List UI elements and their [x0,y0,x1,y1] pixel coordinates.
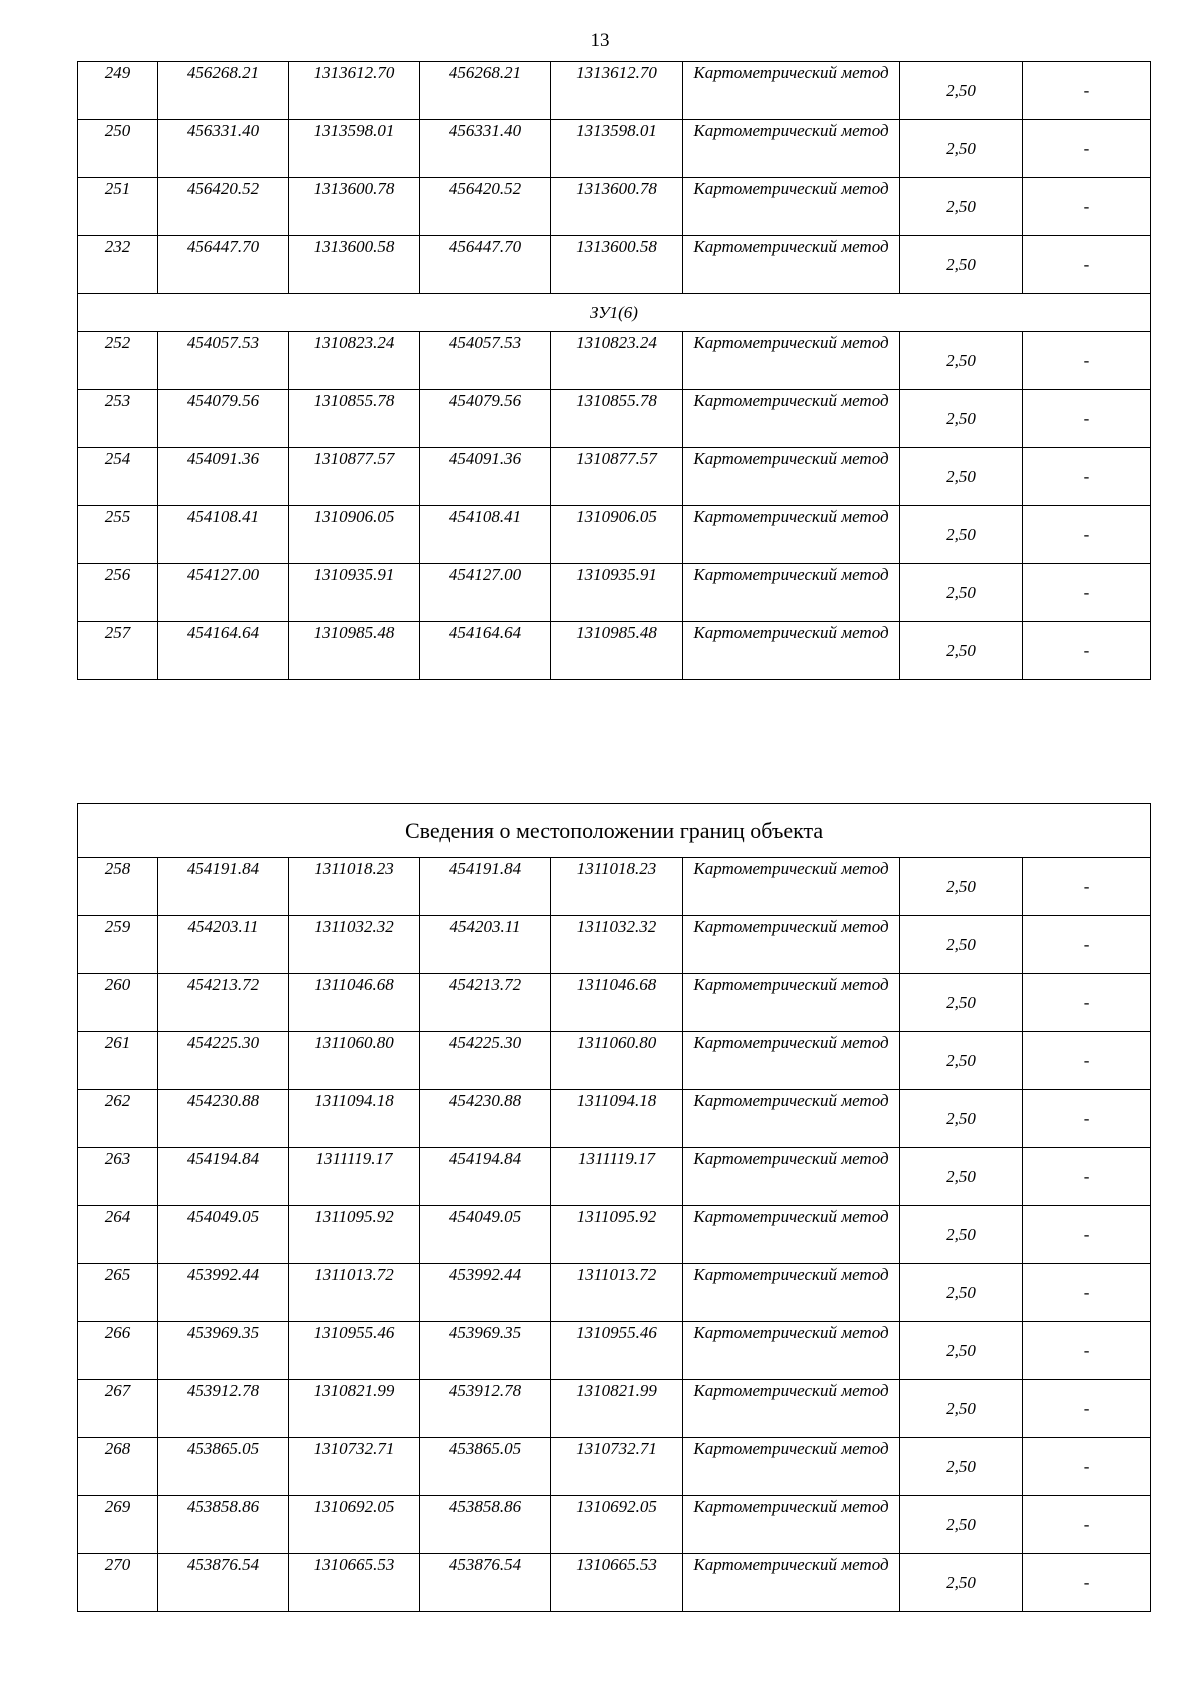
y-coordinate-cell: 1313600.58 [551,236,683,294]
x-coordinate-cell: 454164.64 [158,622,289,680]
table-row [78,1206,1151,1264]
y-coordinate-cell: 1310955.46 [289,1322,420,1380]
y-coordinate-cell: 1310906.05 [289,506,420,564]
x-coordinate-cell: 454108.41 [158,506,289,564]
x-coordinate-cell: 454225.30 [158,1032,289,1090]
y-coordinate-cell: 1310732.71 [289,1438,420,1496]
x-coordinate-cell: 454194.84 [158,1148,289,1206]
y-coordinate-cell: 1310877.57 [289,448,420,506]
note-cell: - [1023,1322,1151,1380]
x-coordinate-cell: 454213.72 [420,974,551,1032]
y-coordinate-cell: 1310877.57 [551,448,683,506]
method-cell: Картометрический метод [683,974,900,1032]
section-label: ЗУ1(6) [78,294,1151,332]
accuracy-cell: 2,50 [900,622,1023,680]
x-coordinate-cell: 454079.56 [420,390,551,448]
table-row [78,916,1151,974]
y-coordinate-cell: 1311032.32 [289,916,420,974]
note-cell: - [1023,390,1151,448]
y-coordinate-cell: 1313600.78 [551,178,683,236]
y-coordinate-cell: 1313600.58 [289,236,420,294]
method-cell: Картометрический метод [683,1090,900,1148]
point-number-cell: 258 [78,858,158,916]
note-cell: - [1023,1438,1151,1496]
table-row [78,506,1151,564]
point-number-cell: 250 [78,120,158,178]
y-coordinate-cell: 1311095.92 [551,1206,683,1264]
accuracy-cell: 2,50 [900,332,1023,390]
x-coordinate-cell: 453865.05 [158,1438,289,1496]
x-coordinate-cell: 454230.88 [158,1090,289,1148]
note-cell: - [1023,1264,1151,1322]
note-cell: - [1023,506,1151,564]
note-cell: - [1023,858,1151,916]
point-number-cell: 262 [78,1090,158,1148]
accuracy-cell: 2,50 [900,916,1023,974]
x-coordinate-cell: 454091.36 [158,448,289,506]
page-number: 13 [590,30,610,51]
x-coordinate-cell: 456447.70 [158,236,289,294]
point-number-cell: 257 [78,622,158,680]
y-coordinate-cell: 1310692.05 [289,1496,420,1554]
table-row [78,858,1151,916]
y-coordinate-cell: 1311032.32 [551,916,683,974]
accuracy-cell: 2,50 [900,1438,1023,1496]
x-coordinate-cell: 454230.88 [420,1090,551,1148]
note-cell: - [1023,1206,1151,1264]
y-coordinate-cell: 1311018.23 [551,858,683,916]
table-row [78,1496,1151,1554]
point-number-cell: 255 [78,506,158,564]
accuracy-cell: 2,50 [900,236,1023,294]
note-cell: - [1023,1380,1151,1438]
note-cell: - [1023,120,1151,178]
note-cell: - [1023,236,1151,294]
x-coordinate-cell: 453865.05 [420,1438,551,1496]
table-row [78,1148,1151,1206]
note-cell: - [1023,1148,1151,1206]
x-coordinate-cell: 453992.44 [158,1264,289,1322]
accuracy-cell: 2,50 [900,506,1023,564]
note-cell: - [1023,1496,1151,1554]
x-coordinate-cell: 454057.53 [158,332,289,390]
point-number-cell: 263 [78,1148,158,1206]
accuracy-cell: 2,50 [900,178,1023,236]
accuracy-cell: 2,50 [900,1322,1023,1380]
method-cell: Картометрический метод [683,916,900,974]
note-cell: - [1023,564,1151,622]
x-coordinate-cell: 456268.21 [420,62,551,120]
section-header-row [78,294,1151,332]
y-coordinate-cell: 1310985.48 [289,622,420,680]
y-coordinate-cell: 1311013.72 [289,1264,420,1322]
x-coordinate-cell: 453912.78 [420,1380,551,1438]
table-row [78,390,1151,448]
note-cell: - [1023,178,1151,236]
x-coordinate-cell: 454079.56 [158,390,289,448]
y-coordinate-cell: 1311119.17 [289,1148,420,1206]
y-coordinate-cell: 1310823.24 [551,332,683,390]
method-cell: Картометрический метод [683,178,900,236]
y-coordinate-cell: 1311018.23 [289,858,420,916]
table-row [78,1032,1151,1090]
x-coordinate-cell: 454057.53 [420,332,551,390]
x-coordinate-cell: 453969.35 [420,1322,551,1380]
x-coordinate-cell: 454091.36 [420,448,551,506]
table-row [78,1322,1151,1380]
note-cell: - [1023,448,1151,506]
method-cell: Картометрический метод [683,448,900,506]
y-coordinate-cell: 1311013.72 [551,1264,683,1322]
accuracy-cell: 2,50 [900,62,1023,120]
point-number-cell: 270 [78,1554,158,1612]
accuracy-cell: 2,50 [900,1032,1023,1090]
point-number-cell: 261 [78,1032,158,1090]
y-coordinate-cell: 1311060.80 [551,1032,683,1090]
table-row [78,332,1151,390]
x-coordinate-cell: 456331.40 [420,120,551,178]
y-coordinate-cell: 1311094.18 [551,1090,683,1148]
accuracy-cell: 2,50 [900,1380,1023,1438]
accuracy-cell: 2,50 [900,1206,1023,1264]
x-coordinate-cell: 454213.72 [158,974,289,1032]
accuracy-cell: 2,50 [900,564,1023,622]
x-coordinate-cell: 454203.11 [420,916,551,974]
method-cell: Картометрический метод [683,120,900,178]
y-coordinate-cell: 1310985.48 [551,622,683,680]
point-number-cell: 268 [78,1438,158,1496]
table-row [78,974,1151,1032]
x-coordinate-cell: 454203.11 [158,916,289,974]
method-cell: Картометрический метод [683,332,900,390]
point-number-cell: 260 [78,974,158,1032]
x-coordinate-cell: 453912.78 [158,1380,289,1438]
x-coordinate-cell: 454225.30 [420,1032,551,1090]
y-coordinate-cell: 1310935.91 [289,564,420,622]
method-cell: Картометрический метод [683,1322,900,1380]
method-cell: Картометрический метод [683,1264,900,1322]
y-coordinate-cell: 1310823.24 [289,332,420,390]
x-coordinate-cell: 454108.41 [420,506,551,564]
y-coordinate-cell: 1310821.99 [551,1380,683,1438]
table-row [78,120,1151,178]
accuracy-cell: 2,50 [900,448,1023,506]
table-row [78,62,1151,120]
accuracy-cell: 2,50 [900,974,1023,1032]
table-row [78,1380,1151,1438]
x-coordinate-cell: 454191.84 [420,858,551,916]
method-cell: Картометрический метод [683,858,900,916]
table-row [78,236,1151,294]
method-cell: Картометрический метод [683,1554,900,1612]
table-row [78,1554,1151,1612]
x-coordinate-cell: 454164.64 [420,622,551,680]
method-cell: Картометрический метод [683,1032,900,1090]
x-coordinate-cell: 453858.86 [158,1496,289,1554]
accuracy-cell: 2,50 [900,1148,1023,1206]
accuracy-cell: 2,50 [900,120,1023,178]
note-cell: - [1023,1090,1151,1148]
note-cell: - [1023,332,1151,390]
x-coordinate-cell: 454049.05 [420,1206,551,1264]
accuracy-cell: 2,50 [900,390,1023,448]
y-coordinate-cell: 1310692.05 [551,1496,683,1554]
table-row [78,1438,1151,1496]
method-cell: Картометрический метод [683,622,900,680]
y-coordinate-cell: 1313598.01 [289,120,420,178]
table-row [78,448,1151,506]
point-number-cell: 254 [78,448,158,506]
table-row [78,1090,1151,1148]
note-cell: - [1023,622,1151,680]
table-row [78,178,1151,236]
x-coordinate-cell: 454191.84 [158,858,289,916]
method-cell: Картометрический метод [683,62,900,120]
accuracy-cell: 2,50 [900,1554,1023,1612]
y-coordinate-cell: 1311094.18 [289,1090,420,1148]
point-number-cell: 256 [78,564,158,622]
method-cell: Картометрический метод [683,1206,900,1264]
point-number-cell: 266 [78,1322,158,1380]
x-coordinate-cell: 453969.35 [158,1322,289,1380]
note-cell: - [1023,974,1151,1032]
point-number-cell: 264 [78,1206,158,1264]
method-cell: Картометрический метод [683,236,900,294]
method-cell: Картометрический метод [683,1148,900,1206]
y-coordinate-cell: 1310955.46 [551,1322,683,1380]
point-number-cell: 265 [78,1264,158,1322]
note-cell: - [1023,916,1151,974]
method-cell: Картометрический метод [683,390,900,448]
point-number-cell: 252 [78,332,158,390]
method-cell: Картометрический метод [683,1438,900,1496]
x-coordinate-cell: 453858.86 [420,1496,551,1554]
accuracy-cell: 2,50 [900,1496,1023,1554]
accuracy-cell: 2,50 [900,858,1023,916]
y-coordinate-cell: 1311095.92 [289,1206,420,1264]
point-number-cell: 249 [78,62,158,120]
y-coordinate-cell: 1311119.17 [551,1148,683,1206]
y-coordinate-cell: 1310935.91 [551,564,683,622]
accuracy-cell: 2,50 [900,1264,1023,1322]
x-coordinate-cell: 456420.52 [420,178,551,236]
table-row [78,564,1151,622]
x-coordinate-cell: 456268.21 [158,62,289,120]
note-cell: - [1023,62,1151,120]
x-coordinate-cell: 453876.54 [420,1554,551,1612]
x-coordinate-cell: 456331.40 [158,120,289,178]
x-coordinate-cell: 454194.84 [420,1148,551,1206]
point-number-cell: 232 [78,236,158,294]
y-coordinate-cell: 1310665.53 [289,1554,420,1612]
coordinates-table-continued [77,61,1151,680]
x-coordinate-cell: 454049.05 [158,1206,289,1264]
point-number-cell: 267 [78,1380,158,1438]
y-coordinate-cell: 1310855.78 [289,390,420,448]
y-coordinate-cell: 1313612.70 [551,62,683,120]
method-cell: Картометрический метод [683,1380,900,1438]
table-row [78,1264,1151,1322]
y-coordinate-cell: 1311046.68 [289,974,420,1032]
table-row [78,622,1151,680]
x-coordinate-cell: 456420.52 [158,178,289,236]
method-cell: Картометрический метод [683,506,900,564]
y-coordinate-cell: 1310821.99 [289,1380,420,1438]
y-coordinate-cell: 1313600.78 [289,178,420,236]
y-coordinate-cell: 1310906.05 [551,506,683,564]
point-number-cell: 259 [78,916,158,974]
point-number-cell: 269 [78,1496,158,1554]
y-coordinate-cell: 1310732.71 [551,1438,683,1496]
y-coordinate-cell: 1311046.68 [551,974,683,1032]
y-coordinate-cell: 1310855.78 [551,390,683,448]
y-coordinate-cell: 1310665.53 [551,1554,683,1612]
x-coordinate-cell: 454127.00 [158,564,289,622]
note-cell: - [1023,1032,1151,1090]
x-coordinate-cell: 456447.70 [420,236,551,294]
y-coordinate-cell: 1313612.70 [289,62,420,120]
method-cell: Картометрический метод [683,1496,900,1554]
table-title-row [78,804,1151,858]
x-coordinate-cell: 453876.54 [158,1554,289,1612]
point-number-cell: 253 [78,390,158,448]
note-cell: - [1023,1554,1151,1612]
point-number-cell: 251 [78,178,158,236]
method-cell: Картометрический метод [683,564,900,622]
y-coordinate-cell: 1313598.01 [551,120,683,178]
y-coordinate-cell: 1311060.80 [289,1032,420,1090]
x-coordinate-cell: 453992.44 [420,1264,551,1322]
accuracy-cell: 2,50 [900,1090,1023,1148]
table-title: Сведения о местоположении границ объекта [78,804,1151,858]
object-boundaries-table [77,803,1151,1612]
x-coordinate-cell: 454127.00 [420,564,551,622]
